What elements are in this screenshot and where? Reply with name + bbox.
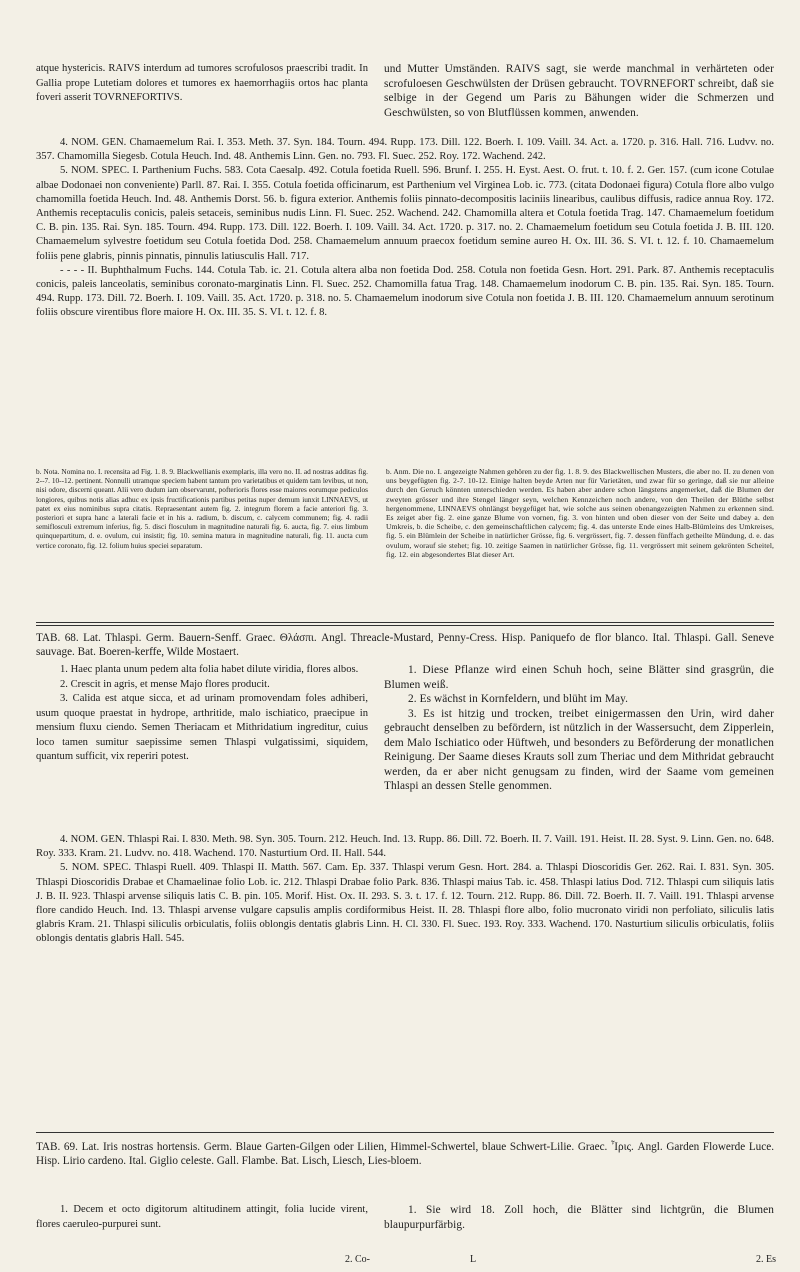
nom-spec-paragraph: 5. NOM. SPEC. I. Parthenium Fuchs. 583. Cota Caesalp. 492. Cotula foetida Ruell. 596. Brunf. I. 255. H. Eyst. Aest. O. frut. t. 10. f. 2. Ger. 157. (cum icone Cotulae albae Dodonaei non conveniente) Parll. 87. Rai. I. 355. Cotula foetida officinarum, est Parthenium vel Virginea Lob. ic. 773. (citata Dodonaei figura) Cotula flore albo vulgo chamomilla foetida Heuch. Ind. 48. Anthemis Dorst. 56. b. figura exterior. Anthemis foliis pinnato-decompositis laciniis linearibus, caulibus diffusis, radice annua Roy. 172. Anthemis receptaculis conicis, paleis setaceis, seminibus nudis Linn. Fl. Suec. 252. Wachend. 242. Chamomilla altera et Cotula foetida Trag. 147. Chamaemelum foetidum C. B. pin. 135. Rai. Syn. 185. Tourn. 494. Rupp. 173. Dill. 122. Boerh. I. 109. Vaill. 34. Act. 1720. p. 317. no. 2. Chamaemelum foetidum seu Cotula foetida J. B. III. 120. Chamaemelum sylvestre foetidum seu Cotula foetida Dod. 258. Chamaemelum annuum praecox foetidum semine aureo H. Ox. III. 36. S. VI. t. 12. f. 10. Chamaemelum foliis pene glabris, pinnis pinnatis, pinnulis latiusculis Hall. 717. <box>36 165 774 262</box>
tab68-nomenclature <box>36 833 774 947</box>
tab69-german-column <box>384 1203 774 1232</box>
tab68-german-1: 1. Diese Pflanze wird einen Schuh hoch, seine Blätter sind grasgrün, die Blumen weiß. <box>384 664 774 691</box>
catchword-german: 2. Es <box>756 1254 776 1265</box>
tab68-latin-column <box>36 663 368 794</box>
latin-note-column <box>36 467 368 559</box>
tab68-latin-2: 2. Crescit in agris, et mense Majo flores producit. <box>60 678 270 690</box>
tab68-nom-spec: 5. NOM. SPEC. Thlaspi Ruell. 409. Thlaspi II. Matth. 567. Cam. Ep. 337. Thlaspi verum Gesn. Hort. 284. a. Thlaspi Dioscoridis Ger. 262. Rai. I. 831. Syn. 305. Thlaspi Dioscoridis Drabae et Chamaelinae folio Lob. ic. 212. Thlaspi Drabae folio Park. 836. Thlaspi maius Tab. ic. 458. Thlaspi latius Dod. 712. Thlaspi cum siliquis latis J. B. II. 923. Thlaspi arvense siliquis latis C. B. pin. 105. Morif. Hist. Ox. II. 293. S. 3. t. 17. f. 12. Tourn. 212. Rupp. 86. Dill. 72. Boerh. II. 7. Vaill. 191. Thlaspi arvense flore candido Heuch. Ind. 13. Thlaspi arvense vulgare capsulis amplis cordiformibus Heist. II. 28. Thlaspi flore albo, folio mucronato viridi non perfoliato, siliculis latis glabris Kram. 21. Thlaspi siliculis orbiculatis, foliis oblongis dentatis glabris Linn. H. Cl. 330. Fl. Suec. 193. Roy. 333. Wachend. 170. Nasturtium siliculis orbiculatis, foliis oblongis dentatis glabris Hall. 545. <box>36 862 774 945</box>
signature-mark: L <box>470 1254 477 1265</box>
section-divider <box>36 622 774 626</box>
tab69-german-1: 1. Sie wird 18. Zoll hoch, die Blätter sind lichtgrün, die Blumen blaupurpurfärbig. <box>384 1204 774 1231</box>
tab68-header <box>36 631 774 660</box>
tab69-latin-column <box>36 1203 368 1232</box>
tab68-nom-gen: 4. NOM. GEN. Thlaspi Rai. I. 830. Meth. 98. Syn. 305. Tourn. 212. Heuch. Ind. 13. Rupp. 86. Dill. 72. Boerh. II. 7. Vaill. 191. Heist. II. 28. Syst. 9. Linn. Gen. no. 648. Roy. 333. Kram. 21. Ludvv. no. 418. Wachend. 170. Nasturtium Ord. II. Hall. 544. <box>36 834 774 860</box>
german-note-column <box>386 467 774 559</box>
latin-note: b. Nota. Nomina no. I. recensita ad Fig. 1. 8. 9. Blackwellianis exemplaris, illa vero no. II. ad nostras additas fig. 2--7. 10--12. pertinent. Nonnulli utramque speciem habent tantum pro varietatibus et quidem tam levibus, ut non, nisi odore, discerni queant. Alii vero dudum iam observarunt, pofterioris flores esse maiores eorumque pediculos longiores, quibus notis alias adhuc ex ipsis fructificationis partibus petitas nuper demum iunxit LINNAEVS, ut patet ex eius nominibus supra citatis. Repraesentant autem fig. 2. integrum florem a facie anteriori fig. 3. posteriori et supra hanc a laterali facie et in his a. radium, b. discum, c. calycem communem; fig. 4. radii semiflosculi extremum inferius, fig. 5. disci flosculum in magnitudine naturali fig. 6. aucta, fig. 7. eius limbum quinquepartitum, d. e. ovulum, cui insistit; fig. 10. semina matura in magnitudine naturali, fig. 11. aucta cum vertice coronato, fig. 12. folium huius speciei separatum. <box>36 467 368 550</box>
tab69-body <box>36 1203 774 1232</box>
tab68-heading: TAB. 68. Lat. Thlaspi. Germ. Bauern-Senff. Graec. Θλάσπι. Angl. Threacle-Mustard, Penny-Cress. Hisp. Paniquefo de flor blanco. Ital. Thlaspi. Gall. Seneve sauvage. Bat. Boeren-kerffe, Wilde Mostaert. <box>36 632 774 659</box>
tab68-german-2: 2. Es wächst in Kornfeldern, und blüht im May. <box>408 693 629 705</box>
tab68-latin-3: 3. Calida est atque sicca, et ad urinam promovendam foles adhiberi, usum quoque praestat in hydrope, arthritide, malo ischiatico, praecipue in mensium fluxu ciendo. Semen Theriacam et Mithridatium ingreditur, cuius loco tamen sumitur saepissime semen Thlaspi vulgatissimi, siquidem, quantum sufficit, vix reperiri potest. <box>36 693 368 762</box>
tab69-heading: TAB. 69. Lat. Iris nostras hortensis. Germ. Blaue Garten-Gilgen oder Lilien, Himmel-Schwertel, blaue Schwert-Lilie. Graec. Ἶρις. Angl. Garden Flowerde Luce. Hisp. Lirio cardeno. Ital. Giglio celeste. Gall. Flambe. Bat. Lisch, Liesch, Lies-bloem. <box>36 1141 774 1168</box>
german-column <box>384 62 774 120</box>
tab69-latin-1: 1. Decem et octo digitorum altitudinem attingit, folia lucide virent, flores caeruleo-purpurei sunt. <box>36 1204 368 1230</box>
tab68-latin-1: 1. Haec planta unum pedem alta folia habet dilute viridia, flores albos. <box>60 664 359 675</box>
nomenclature-section <box>36 136 774 321</box>
nom-gen-paragraph: 4. NOM. GEN. Chamaemelum Rai. I. 353. Meth. 37. Syn. 184. Tourn. 494. Rupp. 173. Dill. 122. Boerh. I. 109. Vaill. 34. Act. a. 1720. p. 316. Hall. 716. Ludvv. no. 357. Chamomilla Siegesb. Cotula Heuch. Ind. 48. Anthemis Linn. Gen. no. 793. Fl. Suec. 252. Roy. 172. Wachend. 242. <box>36 137 774 163</box>
tab68-body <box>36 663 774 794</box>
intro-german-text: und Mutter Umständen. RAIVS sagt, sie werde manchmal in verhärteten oder scrofuloesen Geschwülsten der Drüsen gebraucht. TOVRNEFORT schreibt, daß sie selbige in der Gegend um Paris zu Bähungen wider die Schmerzen und Geschwülsten, so von Blutflüssen kommen, anwenden. <box>384 63 774 119</box>
tab68-german-column <box>384 663 774 794</box>
latin-column <box>36 62 368 120</box>
catchword-latin: 2. Co- <box>345 1254 370 1265</box>
intro-latin-text: atque hystericis. RAIVS interdum ad tumores scrofulosos praescribi tradit. In Gallia prope Lutetiam dolores et tumores ex haemorrhagiis ortos hac planta foveri asserit TOVRNEFORTIVS. <box>36 63 368 103</box>
tab69-header <box>36 1140 774 1169</box>
nom-spec-2-paragraph: - - - - II. Buphthalmum Fuchs. 144. Cotula Tab. ic. 21. Cotula altera alba non foetida Dod. 258. Cotula non foetida Gesn. Hort. 291. Park. 87. Anthemis receptaculis conicis, paleis lanceolatis, seminibus coronato-marginatis Linn. Fl. Suec. 252. Chamomilla fatua Trag. 148. Chamaemelum inodorum C. B. pin. 135. Rai. Syn. 185. Tourn. 494. Rupp. 173. Dill. 72. Boerh. I. 109. Vaill. 35. Act. 1720. p. 318. no. 5. Chamaemelum inodorum sive Cotula non foetida J. B. III. 120. Chamaemelum annuum serotinum foliis obscure virentibus flore maiore H. Ox. III. 35. S. VI. t. 12. f. 8. <box>36 264 774 319</box>
intro-section <box>36 62 774 120</box>
section-divider-2 <box>36 1132 774 1133</box>
tab68-german-3: 3. Es ist hitzig und trocken, treibet einigermassen den Urin, wird daher gebraucht denselben zu befördern, ist nützlich in der Wassersucht, dem Zipperlein, dem Malo Ischiatico oder Hüftweh, und besonders zu Beförderung der monatlichen Reinigung. Der Saame dieses Krauts soll zum Theriac und dem Mithridat gebraucht werden, da er aber nicht genugsam zu finden, wird der Saame vom gemeinen Thlaspi an dessen Stelle genommen. <box>384 707 774 792</box>
german-note: b. Anm. Die no. I. angezeigte Nahmen gehören zu der fig. 1. 8. 9. des Blackwellischen Musters, die aber no. II. zu denen von uns beygefügten fig. 2-7. 10-12. Einige halten beyde Arten nur für Varietäten, und zwar für so geringe, daß sie nur alleine durch den Geruch könnten unterschieden werden. Es haben aber andere schon längstens angemerket, daß die Blumen der zweyten grösser und ihre Stengel länger seyn, welchen Kennzeichen noch andere, von den Theilen der Blüthe selbst hergenommene, LINNAEVS ohnlängst beygefüget hat, wie solche aus seinen obenangezeigten Nahmen zu erkennen sind. Es zeiget aber fig. 2. eine ganze Blume von vornen, fig. 3. von hinten und oben dieser von der Seite und dabey a. den Umkreis, b. die Scheibe, c. den gemeinschaftlichen calycem; fig. 4. das unterste Ende eines Halb-Blümleins des Umkreises, fig. 5. ein Blümlein der Scheibe in natürlicher Grösse, fig. 6. vergrössert, fig. 7. dessen fünffach getheilte Mündung, d. e. das ovulum, worauf sie stehet; fig. 10. zeitige Saamen in natürlicher Grösse, fig. 11. vergrössert mit seinem gekrönten Scheitel, fig. 12. ein abgesondertes Blat dieser Art. <box>386 467 774 559</box>
footnotes-section <box>36 467 774 559</box>
